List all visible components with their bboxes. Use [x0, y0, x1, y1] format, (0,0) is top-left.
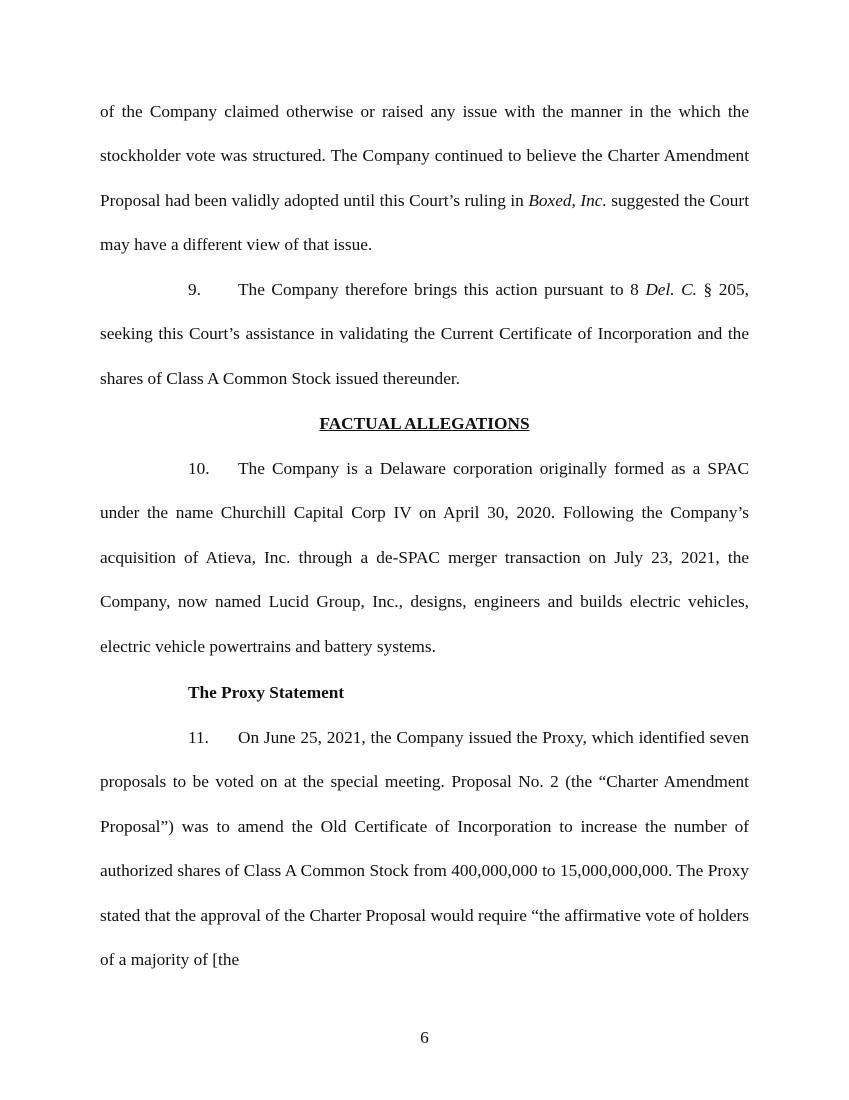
proxy-statement-section [100, 671, 749, 715]
paragraph-10-number: 10. [188, 459, 210, 478]
paragraph-9-text-b: § 205, seeking this Court’s assistance in validating the Current Certificate of Incorporation and the shares of Class A Common Stock issued thereunder. [100, 280, 749, 388]
paragraph-10 [100, 447, 749, 669]
case-name-boxed: Boxed, Inc. [528, 190, 607, 210]
paragraph-8-text-a: of the Company claimed otherwise or raised any issue with the manner in the which the stockholder vote was structured. The Company continued to believe the Charter Amendment Proposal had been validly adopted until this Court’s ruling in [100, 102, 749, 210]
paragraph-8-text-b: suggested the Court may have a different view of that issue. [100, 190, 749, 255]
page-number: 6 [420, 1028, 429, 1047]
paragraph-8-continued [100, 90, 749, 268]
statute-citation: Del. C. [645, 280, 697, 299]
paragraph-9-number: 9. [188, 280, 201, 299]
paragraph-11-text: On June 25, 2021, the Company issued the Proxy, which identified seven proposals to be voted on at the special meeting. Proposal No. 2 (the “Charter Amendment Proposal”) was to amend the Old Certificate of Incorporation to increase the number of authorized shares of Class A Common Stock from 400,000,000 to 15,000,000,000. The Proxy stated that the approval of the Charter Proposal would require “the affirmative vote of holders of a majority of [the [100, 728, 749, 970]
paragraph-9-text-a: The Company therefore brings this action pursuant to 8 [238, 280, 646, 299]
factual-allegations-heading: FACTUAL ALLEGATIONS [319, 414, 530, 433]
paragraph-10-text: The Company is a Delaware corporation originally formed as a SPAC under the name Churchill Capital Corp IV on April 30, 2020. Following the Company’s acquisition of Atieva, Inc. through a de-SPAC merger transaction on July 23, 2021, the Company, now named Lucid Group, Inc., designs, engineers and builds electric vehicles, electric vehicle powertrains and battery systems. [100, 459, 749, 656]
proxy-statement-subheading: The Proxy Statement [188, 683, 345, 702]
paragraph-11-number: 11. [188, 728, 209, 747]
paragraph-11 [100, 716, 749, 982]
factual-allegations-section [100, 402, 749, 446]
paragraph-9 [100, 268, 749, 401]
